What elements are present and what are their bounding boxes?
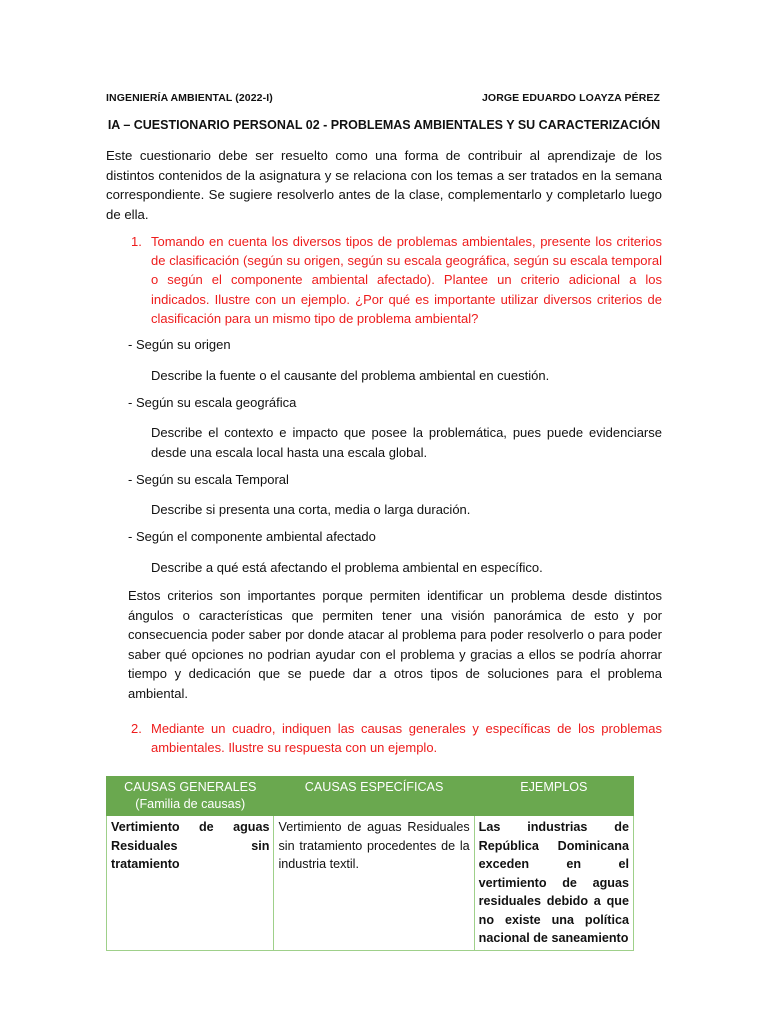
document-title: IA – CUESTIONARIO PERSONAL 02 - PROBLEMAS AMBIENTALES Y SU CARACTERIZACIÓN <box>107 118 661 132</box>
criterion-label-geographic: - Según su escala geográfica <box>128 395 297 410</box>
table-header-row <box>107 777 634 816</box>
question-2-number: 2. <box>131 721 142 736</box>
question-1 <box>131 232 662 328</box>
header-specific-causes: CAUSAS ESPECÍFICAS <box>274 777 474 816</box>
question-1-number: 1. <box>131 234 142 249</box>
header-examples: EJEMPLOS <box>474 777 633 816</box>
criterion-desc-temporal: Describe si presenta una corta, media o larga duración. <box>151 502 471 517</box>
header-author: JORGE EDUARDO LOAYZA PÉREZ <box>481 92 660 104</box>
answer-1-paragraph: Estos criterios son importantes porque permiten identificar un problema desde distintos ángulos o características que permiten tener una visión panorámica de esto y por consecuencia poder saber por donde atacar al problema para poder resolverlo o para poder saber qué opciones no podrian ayudar con el problema y gracias a ellos se podría ahorrar tiempo y dedicación que se puede dar a otros tipos de soluciones para el problema ambiental. <box>128 588 662 701</box>
cell-example: Las industrias de República Dominicana exceden en el vertimiento de aguas residuales debido a que no existe una política nacional de saneamiento <box>474 816 633 951</box>
criterion-desc-component: Describe a qué está afectando el problema ambiental en específico. <box>151 560 543 575</box>
header-general-causes-line2: (Familia de causas) <box>135 797 246 811</box>
header-general-causes-line1: CAUSAS GENERALES <box>124 780 257 794</box>
question-1-text: Tomando en cuenta los diversos tipos de problemas ambientales, presente los criterios de clasificación (según su origen, según su escala geográfica, según su escala temporal o según el componente ambiental afectado). Plantee un criterio adicional a los indicados. Ilustre con un ejemplo. ¿Por qué es importante utilizar diversos criterios de clasificación para un mismo tipo de problema ambiental? <box>151 234 662 326</box>
cell-general-cause: Vertimiento de aguas Residuales sin tratamiento <box>107 816 274 951</box>
cell-specific-cause: Vertimiento de aguas Residuales sin tratamiento procedentes de la industria textil. <box>274 816 474 951</box>
intro-paragraph: Este cuestionario debe ser resuelto como una forma de contribuir al aprendizaje de los distintos contenidos de la asignatura y se relaciona con los temas a ser tratados en la semana correspondiente. Se sugiere resolverlo antes de la clase, complementarlo y completarlo luego de ella. <box>106 148 662 222</box>
table-row <box>107 816 634 951</box>
header-general-causes <box>107 777 274 816</box>
causes-table <box>106 776 634 951</box>
criterion-desc-geographic: Describe el contexto e impacto que posee la problemática, pues puede evidenciarse desde una escala local hasta una escala global. <box>151 425 662 460</box>
criterion-label-temporal: - Según su escala Temporal <box>128 472 289 487</box>
criterion-label-origin: - Según su origen <box>128 337 231 352</box>
question-2 <box>131 719 662 757</box>
question-2-text: Mediante un cuadro, indiquen las causas generales y específicas de los problemas ambientales. Ilustre su respuesta con un ejemplo. <box>151 721 662 756</box>
criterion-desc-origin: Describe la fuente o el causante del problema ambiental en cuestión. <box>151 368 550 383</box>
criterion-label-component: - Según el componente ambiental afectado <box>128 529 376 544</box>
header-course: INGENIERÍA AMBIENTAL (2022-I) <box>106 92 273 104</box>
